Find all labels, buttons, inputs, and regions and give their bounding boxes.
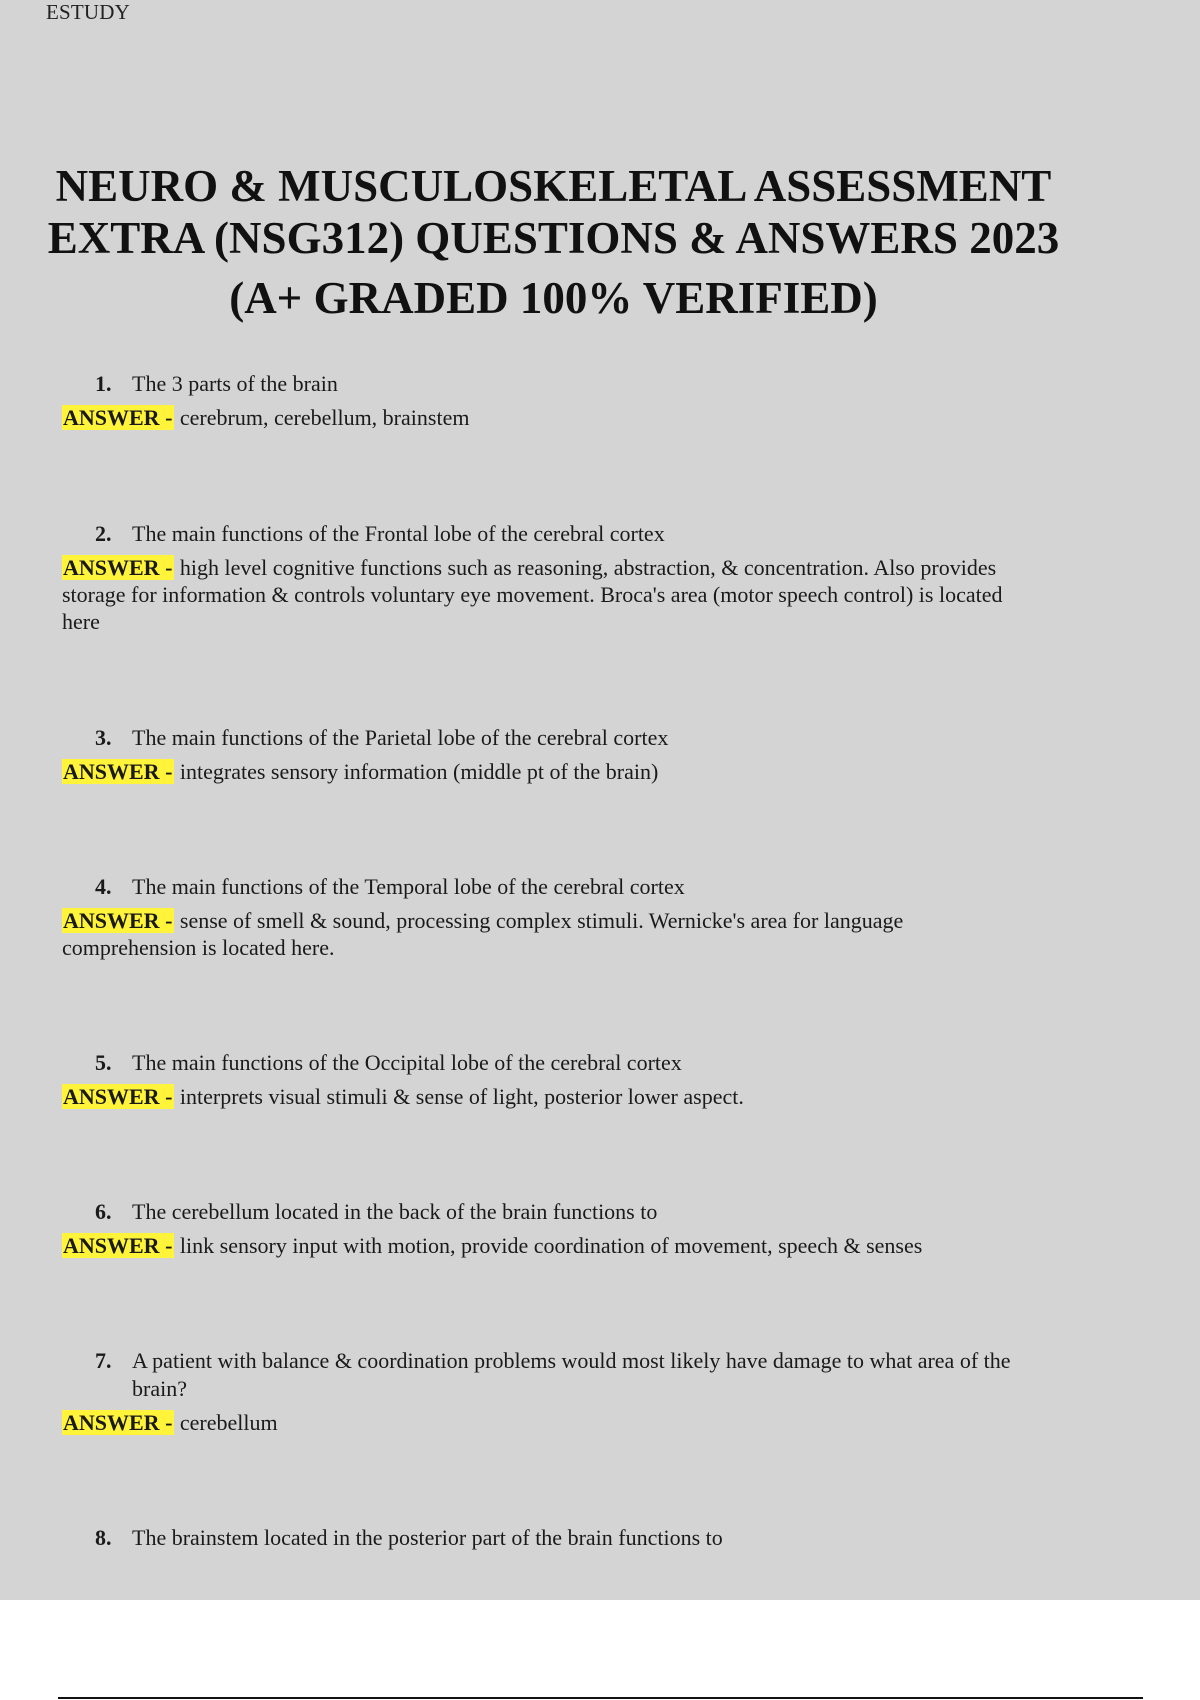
answer-label: ANSWER - — [63, 555, 173, 580]
question-text: The main functions of the Frontal lobe of the cerebral cortex — [132, 521, 665, 546]
title-line: NEURO & MUSCULOSKELETAL ASSESSMENT — [55, 161, 1052, 211]
question — [0, 724, 1052, 752]
answer-label: ANSWER - — [63, 405, 173, 430]
answer-text: integrates sensory information (middle pt of the brain) — [179, 759, 659, 784]
answer-text: cerebellum — [179, 1410, 278, 1435]
question-text: The main functions of the Temporal lobe of the cerebral cortex — [132, 874, 685, 899]
question-number: 3. — [95, 725, 112, 750]
answer-label: ANSWER - — [63, 1410, 173, 1435]
question — [0, 1524, 1052, 1552]
question — [0, 1198, 1052, 1226]
document-title — [0, 160, 1107, 324]
question-number: 5. — [95, 1050, 112, 1075]
question — [0, 1049, 1052, 1077]
answer-text: high level cognitive functions such as reasoning, abstraction, & concentration. Also provides storage for information & controls voluntary eye movement. Broca's area (motor speech control) is located here — [62, 555, 1003, 634]
answer-label: ANSWER - — [63, 1084, 173, 1109]
answer — [62, 907, 1022, 961]
question-text: The main functions of the Occipital lobe of the cerebral cortex — [132, 1050, 682, 1075]
question — [0, 370, 1052, 398]
qa-item — [0, 520, 1107, 635]
question-number: 2. — [95, 521, 112, 546]
answer — [62, 554, 1022, 635]
question-number: 8. — [95, 1525, 112, 1550]
answer — [62, 1083, 1022, 1110]
qa-item — [0, 724, 1107, 785]
answer-label: ANSWER - — [63, 759, 173, 784]
qa-item — [0, 873, 1107, 961]
question-number: 1. — [95, 371, 112, 396]
question-text: The brainstem located in the posterior part of the brain functions to — [132, 1525, 723, 1550]
question-text: The 3 parts of the brain — [132, 371, 338, 396]
answer-label: ANSWER - — [63, 1233, 173, 1258]
bottom-divider — [58, 1697, 1143, 1699]
answer — [62, 1232, 1022, 1259]
qa-item — [0, 1198, 1107, 1259]
brand-label: ESTUDY — [46, 0, 131, 24]
question — [0, 1347, 1052, 1403]
answer-text: cerebrum, cerebellum, brainstem — [179, 405, 470, 430]
answer-text: link sensory input with motion, provide coordination of movement, speech & senses — [179, 1233, 923, 1258]
title-line: EXTRA (NSG312) QUESTIONS & ANSWERS 2023 — [47, 213, 1060, 263]
question-text: The cerebellum located in the back of the brain functions to — [132, 1199, 658, 1224]
answer-text: sense of smell & sound, processing complex stimuli. Wernicke's area for language comprehension is located here. — [62, 908, 904, 960]
question — [0, 873, 1052, 901]
qa-item — [0, 370, 1107, 431]
qa-item — [0, 1347, 1107, 1436]
answer-text: interprets visual stimuli & sense of light, posterior lower aspect. — [179, 1084, 744, 1109]
question-number: 6. — [95, 1199, 112, 1224]
question — [0, 520, 1052, 548]
answer — [62, 404, 1022, 431]
question-number: 7. — [95, 1348, 112, 1373]
question-text: The main functions of the Parietal lobe of the cerebral cortex — [132, 725, 669, 750]
answer-label: ANSWER - — [63, 908, 173, 933]
title-line: (A+ GRADED 100% VERIFIED) — [229, 273, 878, 323]
answer — [62, 758, 1022, 785]
question-number: 4. — [95, 874, 112, 899]
answer — [62, 1409, 1022, 1436]
qa-item — [0, 1049, 1107, 1110]
question-text: A patient with balance & coordination problems would most likely have damage to what area of the brain? — [132, 1348, 1011, 1401]
qa-item — [0, 1524, 1107, 1552]
